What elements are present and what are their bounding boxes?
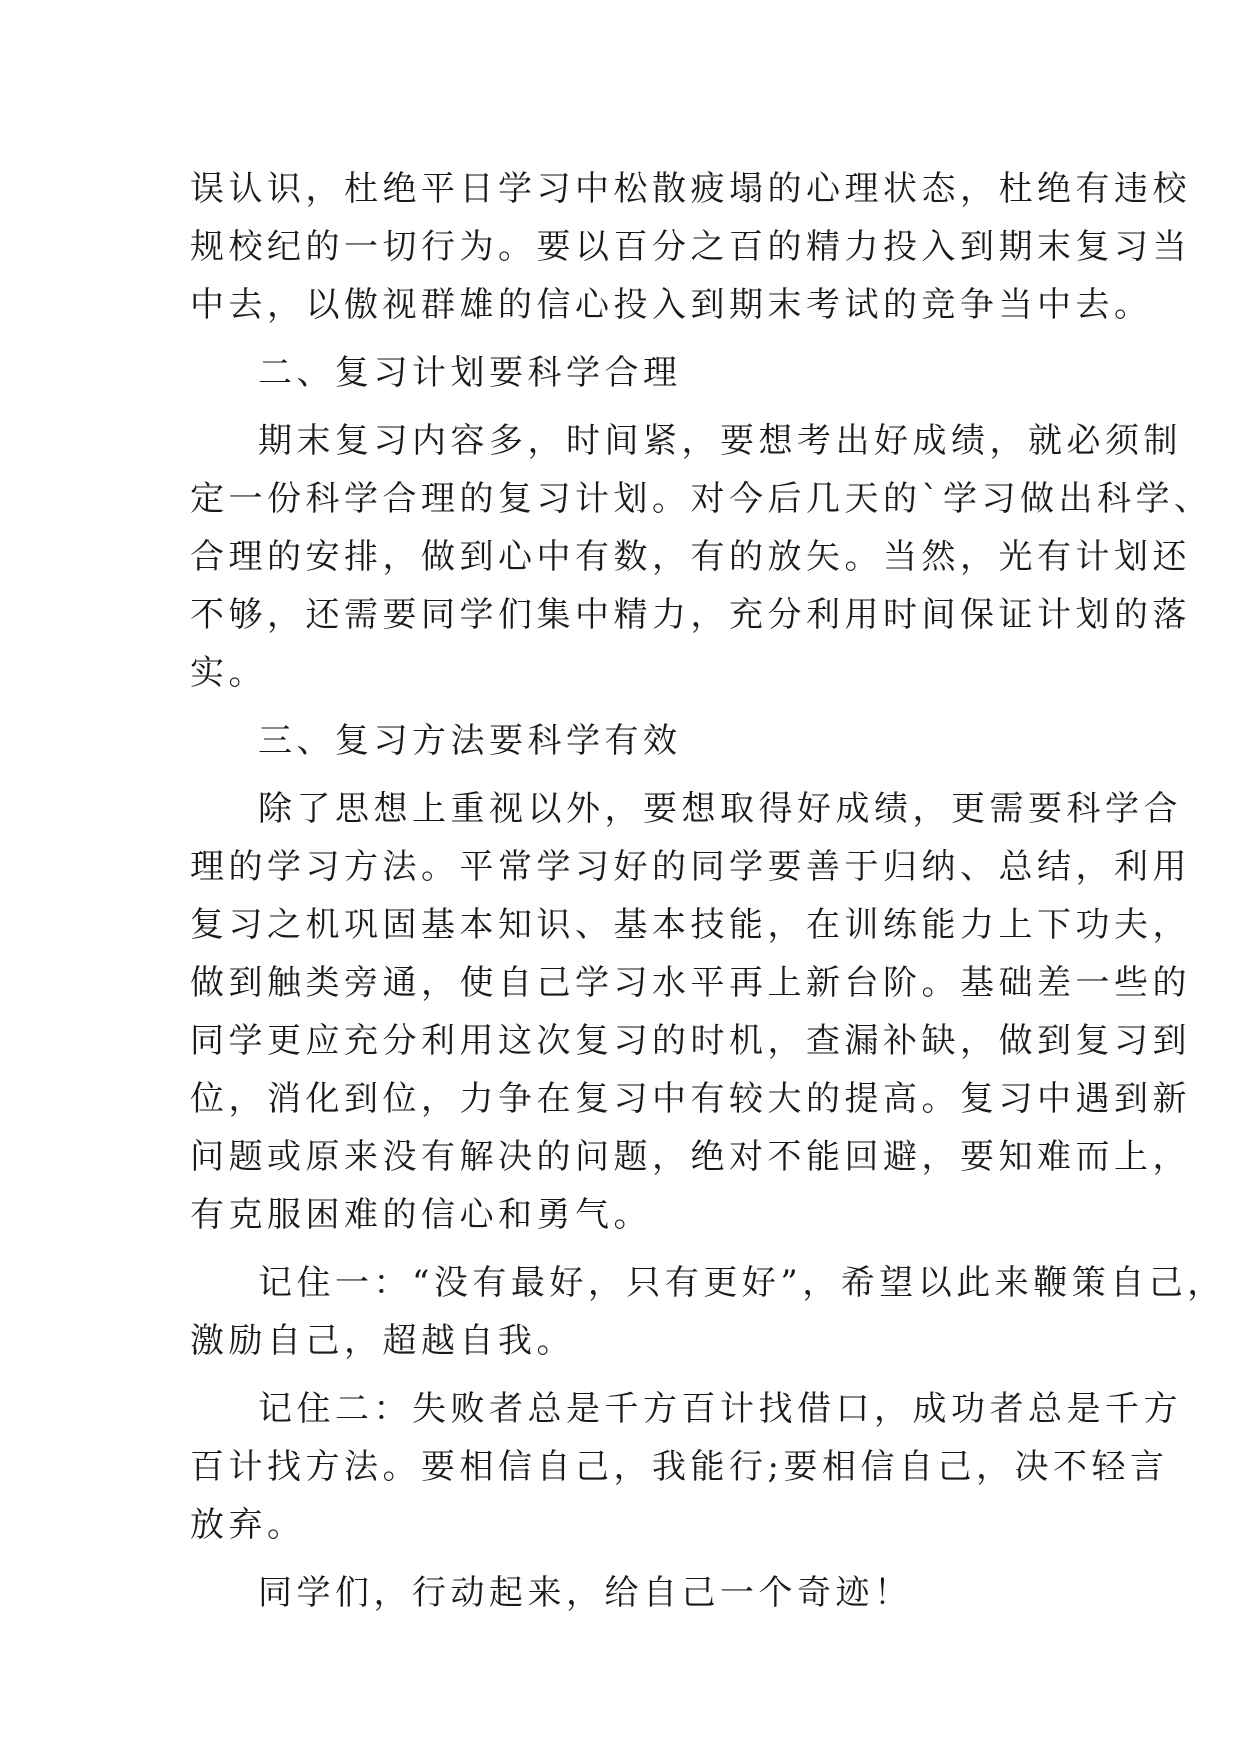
text-line: 做到触类旁通，使自己学习水平再上新台阶。基础差一些的 — [190, 963, 1191, 1003]
text-line: 期末复习内容多，时间紧，要想考出好成绩，就必须制 — [258, 421, 1182, 461]
text-line: 放弃。 — [190, 1505, 306, 1545]
text-line: 同学们，行动起来，给自己一个奇迹！ — [258, 1573, 913, 1613]
text-line: 规校纪的一切行为。要以百分之百的精力投入到期末复习当 — [190, 227, 1191, 267]
text-line: 复习之机巩固基本知识、基本技能，在训练能力上下功夫， — [190, 905, 1191, 945]
paragraph-review-method — [190, 780, 1191, 1244]
text-line: 有克服困难的信心和勇气。 — [190, 1195, 652, 1235]
text-line: 记住一：“没有最好，只有更好”，希望以此来鞭策自己， — [258, 1263, 1226, 1303]
text-line: 百计找方法。要相信自己，我能行;要相信自己，决不轻言 — [190, 1447, 1169, 1487]
text-line: 位，消化到位，力争在复习中有较大的提高。复习中遇到新 — [190, 1079, 1191, 1119]
heading-line: 三、复习方法要科学有效 — [258, 721, 682, 761]
text-line: 同学更应充分利用这次复习的时机，查漏补缺，做到复习到 — [190, 1021, 1191, 1061]
text-line: 不够，还需要同学们集中精力，充分利用时间保证计划的落 — [190, 595, 1191, 635]
heading-line: 二、复习计划要科学合理 — [258, 353, 682, 393]
text-line: 合理的安排，做到心中有数，有的放矢。当然，光有计划还 — [190, 537, 1191, 577]
paragraph-continuation — [190, 160, 1191, 334]
document-body — [190, 160, 1226, 1622]
paragraph-remember-two — [190, 1380, 1182, 1554]
text-line: 问题或原来没有解决的问题，绝对不能回避，要知难而上， — [190, 1137, 1191, 1177]
paragraph-review-plan — [190, 412, 1213, 702]
text-line: 中去，以傲视群雄的信心投入到期末考试的竞争当中去。 — [190, 285, 1153, 325]
text-line: 误认识，杜绝平日学习中松散疲塌的心理状态，杜绝有违校 — [190, 169, 1191, 209]
text-line: 定一份科学合理的复习计划。对今后几天的`学习做出科学、 — [190, 479, 1213, 519]
text-line: 实。 — [190, 653, 267, 693]
section-heading-two — [190, 344, 1060, 402]
paragraph-remember-one — [190, 1254, 1226, 1370]
paragraph-closing — [190, 1564, 1060, 1622]
text-line: 激励自己，超越自我。 — [190, 1321, 575, 1361]
text-line: 理的学习方法。平常学习好的同学要善于归纳、总结，利用 — [190, 847, 1191, 887]
section-heading-three — [190, 712, 1060, 770]
text-line: 除了思想上重视以外，要想取得好成绩，更需要科学合 — [258, 789, 1182, 829]
text-line: 记住二：失败者总是千方百计找借口，成功者总是千方 — [258, 1389, 1182, 1429]
